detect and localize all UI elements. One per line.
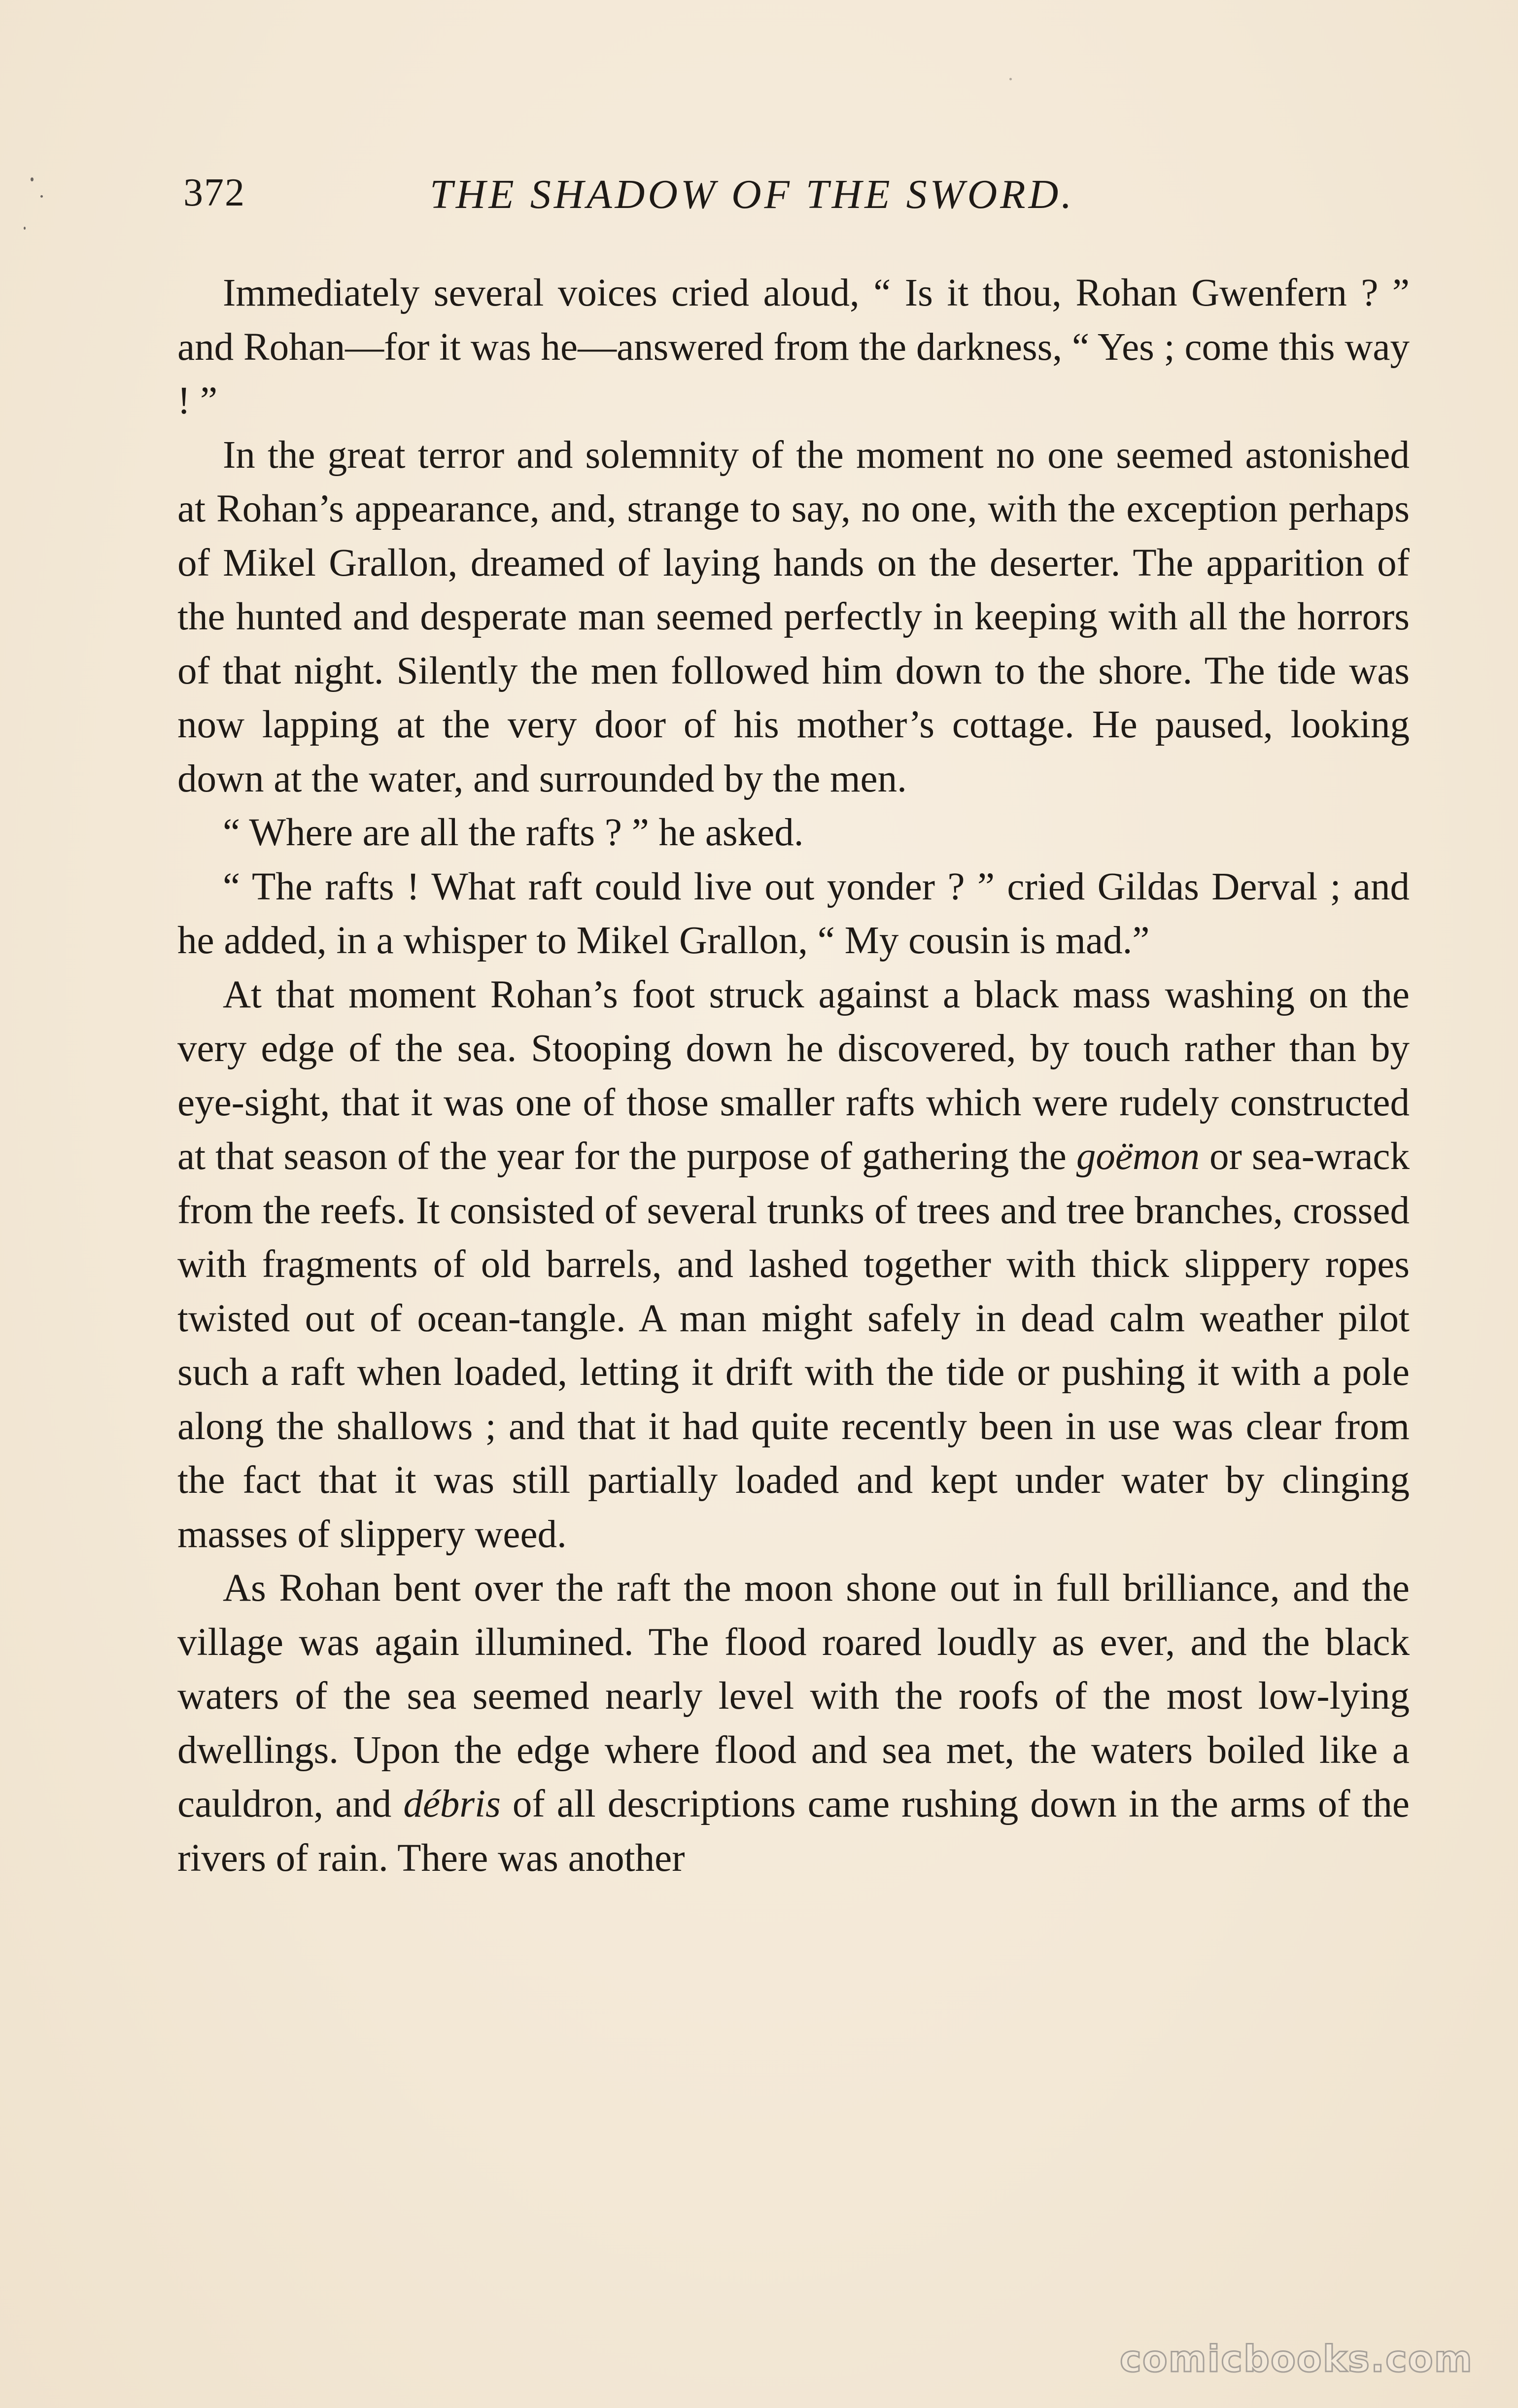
text-run: “ Where are all the rafts ? ” he asked. bbox=[223, 811, 804, 854]
text-run: Immediately several voices cried aloud, “ Is it thou, Rohan Gwenfern ? ” and Rohan—for it was he—answered from the darkness, “ Yes ; come this way ! ” bbox=[177, 272, 1410, 422]
italic-word: débris bbox=[403, 1783, 501, 1825]
running-title: THE SHADOW OF THE SWORD. bbox=[430, 172, 1075, 217]
text-run: In the great terror and solemnity of the moment no one seemed astonished at Rohan’s appearance, and, strange to say, no one, with the exception perhaps of Mikel Grallon, dreamed of laying hands on the deserter. The apparition of the hunted and desperate man seemed perfectly in keeping with all the horrors of that night. Silently the men followed him down to the shore. The tide was now lapping at the very door of his mother’s cottage. He paused, looking down at the water, and surrounded by the men. bbox=[177, 433, 1410, 800]
paragraph bbox=[177, 266, 1410, 428]
paper-speck bbox=[40, 195, 43, 198]
paper-speck bbox=[1009, 78, 1012, 80]
paragraph bbox=[177, 860, 1410, 968]
paragraph bbox=[177, 806, 1410, 860]
text-run: or sea-wrack from the reefs. It consisted of several trunks of trees and tree branches, crossed with fragments of old barrels, and lashed together with thick slippery ropes twisted out of ocean-tangle. A man might safely in dead calm weather pilot such a raft when loaded, letting it drift with the tide or pushing it with a pole along the shallows ; and that it had quite recently been in use was clear from the fact that it was still partially loaded and kept under water by clinging masses of slippery weed. bbox=[177, 1135, 1410, 1556]
page-number: 372 bbox=[183, 171, 245, 214]
text-run: At that moment Rohan’s foot struck against a black mass washing on the very edge of the sea. Stooping down he discovered, by touch rather than by eye-sight, that it was one of those smaller rafts which were rudely constructed at that season of the year for the purpose of gathering the bbox=[177, 973, 1410, 1178]
paper-speck bbox=[31, 177, 34, 181]
page-header bbox=[183, 171, 1445, 230]
paragraph bbox=[177, 968, 1410, 1562]
text-run: As Rohan bent over the raft the moon shone out in full brilliance, and the village was again illumined. The flood roared loudly as ever, and the black waters of the sea seemed nearly level with the roofs of the most low-lying dwellings. Upon the edge where flood and sea met, the waters boiled like a cauldron, and bbox=[177, 1567, 1410, 1825]
italic-word: goëmon bbox=[1076, 1135, 1200, 1178]
text-run: of all descriptions came rushing down in the arms of the rivers of rain. There was another bbox=[177, 1783, 1410, 1880]
text-run: “ The rafts ! What raft could live out yonder ? ” cried Gildas Derval ; and he added, in a whisper to Mikel Grallon, “ My cousin is mad.” bbox=[177, 865, 1410, 962]
watermark: comicbooks.com bbox=[1120, 2338, 1473, 2380]
paragraph bbox=[177, 428, 1410, 806]
body-text bbox=[177, 266, 1410, 1885]
paragraph bbox=[177, 1561, 1410, 1885]
paper-speck bbox=[24, 227, 26, 230]
